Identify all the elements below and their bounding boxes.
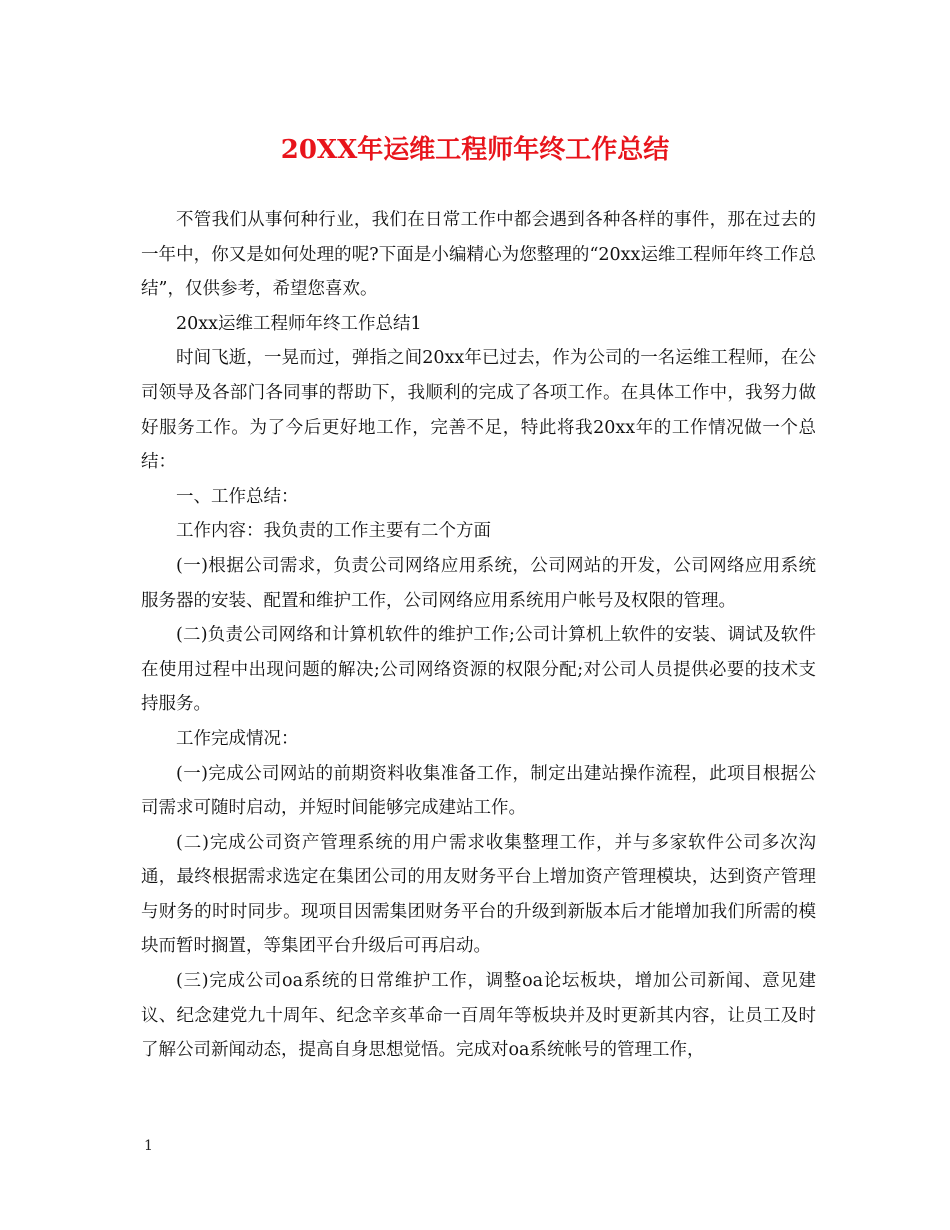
paragraph-duty-1: (一)根据公司需求，负责公司网络应用系统，公司网站的开发，公司网络应用系统服务器的安装、配置和维护工作，公司网络应用系统用户帐号及权限的管理。 bbox=[141, 555, 816, 611]
paragraph-intro: 不管我们从事何种行业，我们在日常工作中都会遇到各种各样的事件，那在过去的一年中，你又是如何处理的呢?下面是小编精心为您整理的“20xx运维工程师年终工作总结”，仅供参考，希望您喜欢。 bbox=[141, 210, 816, 300]
document-title: 20XX年运维工程师年终工作总结 bbox=[280, 135, 670, 165]
document-body bbox=[141, 203, 816, 1068]
paragraph-completion-1: (一)完成公司网站的前期资料收集准备工作，制定出建站操作流程，此项目根据公司需求可随时启动，并短时间能够完成建站工作。 bbox=[141, 763, 816, 819]
paragraph-completion-3: (三)完成公司oa系统的日常维护工作，调整oa论坛板块，增加公司新闻、意见建议、纪念建党九十周年、纪念辛亥革命一百周年等板块并及时更新其内容，让员工及时了解公司新闻动态，提高自身思想觉悟。完成对oa系统帐号的管理工作， bbox=[141, 971, 816, 1061]
paragraph-section-heading: 20xx运维工程师年终工作总结1 bbox=[176, 313, 422, 334]
paragraph-duty-2: (二)负责公司网络和计算机软件的维护工作;公司计算机上软件的安装、调试及软件在使用过程中出现问题的解决;公司网络资源的权限分配;对公司人员提供必要的技术支持服务。 bbox=[141, 625, 816, 715]
paragraph-completion-2: (二)完成公司资产管理系统的用户需求收集整理工作，并与多家软件公司多次沟通，最终根据需求选定在集团公司的用友财务平台上增加资产管理模块，达到资产管理与财务的时时同步。现项目因需集团财务平台的升级到新版本后才能增加我们所需的模块而暂时搁置，等集团平台升级后可再启动。 bbox=[141, 832, 816, 957]
paragraph-work-content: 工作内容：我负责的工作主要有二个方面 bbox=[176, 521, 491, 542]
paragraph-opening: 时间飞逝，一晃而过，弹指之间20xx年已过去，作为公司的一名运维工程师，在公司领导及各部门各同事的帮助下，我顺利的完成了各项工作。在具体工作中，我努力做好服务工作。为了今后更好地工作，完善不足，特此将我20xx年的工作情况做一个总结： bbox=[141, 348, 816, 473]
page-number: 1 bbox=[144, 1138, 153, 1154]
paragraph-work-summary-heading: 一、工作总结： bbox=[176, 486, 299, 507]
paragraph-completion-heading: 工作完成情况： bbox=[176, 728, 299, 749]
